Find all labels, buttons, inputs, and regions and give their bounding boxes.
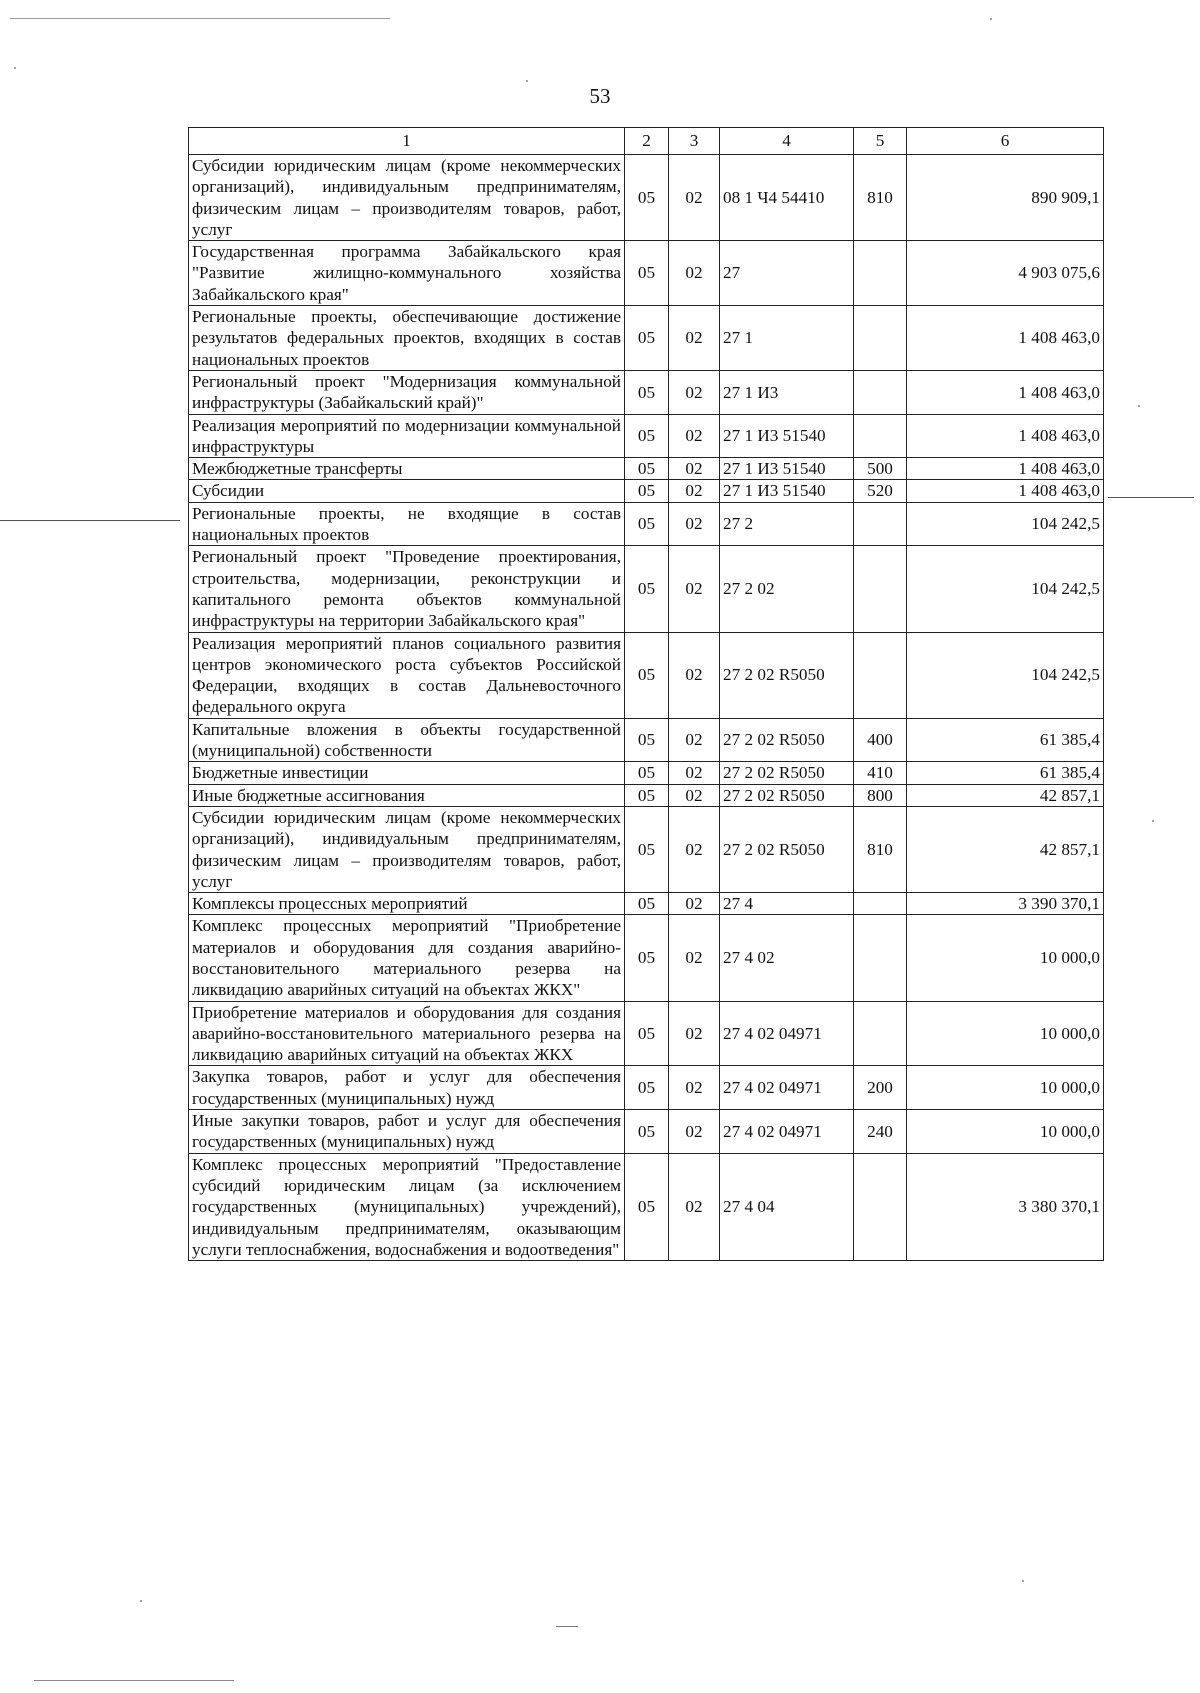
row-expense-type-cell [854, 915, 907, 1001]
scan-line-bottom [34, 1680, 234, 1681]
header-col-3: 3 [669, 128, 720, 155]
row-subsection-cell: 02 [669, 1110, 720, 1154]
row-amount-cell: 42 857,1 [907, 784, 1104, 806]
row-amount-cell: 1 408 463,0 [907, 306, 1104, 371]
row-name-cell: Капитальные вложения в объекты государственной (муниципальной) собственности [189, 718, 625, 762]
row-expense-type-cell [854, 546, 907, 632]
row-target-code-cell: 27 1 И3 51540 [720, 458, 854, 480]
row-name-cell: Реализация мероприятий по модернизации коммунальной инфраструктуры [189, 414, 625, 458]
row-target-code-cell: 27 2 02 R5050 [720, 632, 854, 718]
row-subsection-cell: 02 [669, 1001, 720, 1066]
table-row [189, 718, 1104, 762]
row-expense-type-cell [854, 241, 907, 306]
row-section-cell: 05 [625, 1110, 669, 1154]
header-col-4: 4 [720, 128, 854, 155]
table-row [189, 784, 1104, 806]
scan-speck [526, 80, 528, 82]
row-name-cell: Субсидии юридическим лицам (кроме некоммерческих организаций), индивидуальным предпринимателям, физическим лицам – производителям товаров, работ, услуг [189, 155, 625, 241]
row-target-code-cell: 27 2 [720, 502, 854, 546]
table-header-row [189, 128, 1104, 155]
row-subsection-cell: 02 [669, 893, 720, 915]
table-row [189, 480, 1104, 502]
row-amount-cell: 890 909,1 [907, 155, 1104, 241]
row-expense-type-cell [854, 306, 907, 371]
row-section-cell: 05 [625, 806, 669, 892]
header-col-1: 1 [189, 128, 625, 155]
row-target-code-cell: 27 4 [720, 893, 854, 915]
table-row [189, 632, 1104, 718]
row-section-cell: 05 [625, 155, 669, 241]
row-target-code-cell: 27 2 02 R5050 [720, 718, 854, 762]
row-expense-type-cell: 520 [854, 480, 907, 502]
table-row [189, 502, 1104, 546]
row-subsection-cell: 02 [669, 546, 720, 632]
row-amount-cell: 10 000,0 [907, 1001, 1104, 1066]
table-row [189, 893, 1104, 915]
row-section-cell: 05 [625, 546, 669, 632]
row-expense-type-cell [854, 502, 907, 546]
row-amount-cell: 3 380 370,1 [907, 1153, 1104, 1260]
table-row [189, 1066, 1104, 1110]
row-expense-type-cell: 240 [854, 1110, 907, 1154]
row-name-cell: Комплексы процессных мероприятий [189, 893, 625, 915]
scan-line-left-margin [0, 520, 180, 521]
row-target-code-cell: 27 4 04 [720, 1153, 854, 1260]
row-subsection-cell: 02 [669, 306, 720, 371]
row-section-cell: 05 [625, 762, 669, 784]
row-name-cell: Закупка товаров, работ и услуг для обеспечения государственных (муниципальных) нужд [189, 1066, 625, 1110]
row-section-cell: 05 [625, 306, 669, 371]
row-amount-cell: 61 385,4 [907, 762, 1104, 784]
row-subsection-cell: 02 [669, 1066, 720, 1110]
row-expense-type-cell [854, 370, 907, 414]
row-target-code-cell: 27 1 [720, 306, 854, 371]
row-section-cell: 05 [625, 1153, 669, 1260]
table-row [189, 546, 1104, 632]
row-subsection-cell: 02 [669, 632, 720, 718]
row-amount-cell: 61 385,4 [907, 718, 1104, 762]
row-section-cell: 05 [625, 502, 669, 546]
scan-speck [990, 18, 992, 20]
row-name-cell: Государственная программа Забайкальского края "Развитие жилищно-коммунального хозяйства Забайкальского края" [189, 241, 625, 306]
row-subsection-cell: 02 [669, 806, 720, 892]
row-name-cell: Региональный проект "Проведение проектирования, строительства, модернизации, реконструкции и капитального ремонта объектов коммунальной инфраструктуры на территории Забайкальского края" [189, 546, 625, 632]
scan-speck [1152, 820, 1154, 822]
row-name-cell: Субсидии [189, 480, 625, 502]
row-name-cell: Иные закупки товаров, работ и услуг для обеспечения государственных (муниципальных) нужд [189, 1110, 625, 1154]
row-target-code-cell: 27 [720, 241, 854, 306]
row-amount-cell: 10 000,0 [907, 1110, 1104, 1154]
scan-speck [1022, 1580, 1024, 1582]
scan-line-right-margin [1108, 497, 1194, 498]
row-name-cell: Межбюджетные трансферты [189, 458, 625, 480]
row-subsection-cell: 02 [669, 370, 720, 414]
scan-line-bottom-center [556, 1626, 578, 1627]
row-subsection-cell: 02 [669, 502, 720, 546]
row-amount-cell: 1 408 463,0 [907, 414, 1104, 458]
page-number: 53 [589, 84, 611, 108]
row-expense-type-cell [854, 893, 907, 915]
row-amount-cell: 1 408 463,0 [907, 458, 1104, 480]
table-row [189, 241, 1104, 306]
row-section-cell: 05 [625, 893, 669, 915]
table-row [189, 1001, 1104, 1066]
row-target-code-cell: 27 4 02 04971 [720, 1001, 854, 1066]
row-section-cell: 05 [625, 370, 669, 414]
row-target-code-cell: 27 1 И3 51540 [720, 414, 854, 458]
table-row [189, 414, 1104, 458]
header-col-2: 2 [625, 128, 669, 155]
row-subsection-cell: 02 [669, 155, 720, 241]
row-target-code-cell: 27 4 02 04971 [720, 1110, 854, 1154]
row-section-cell: 05 [625, 784, 669, 806]
row-section-cell: 05 [625, 632, 669, 718]
row-subsection-cell: 02 [669, 480, 720, 502]
row-amount-cell: 1 408 463,0 [907, 370, 1104, 414]
row-expense-type-cell [854, 414, 907, 458]
row-expense-type-cell: 810 [854, 155, 907, 241]
row-target-code-cell: 27 2 02 R5050 [720, 806, 854, 892]
table-row [189, 762, 1104, 784]
row-subsection-cell: 02 [669, 784, 720, 806]
row-subsection-cell: 02 [669, 414, 720, 458]
row-expense-type-cell: 200 [854, 1066, 907, 1110]
row-section-cell: 05 [625, 1066, 669, 1110]
table-body [189, 155, 1104, 1261]
row-section-cell: 05 [625, 1001, 669, 1066]
row-name-cell: Иные бюджетные ассигнования [189, 784, 625, 806]
table-row [189, 155, 1104, 241]
row-name-cell: Субсидии юридическим лицам (кроме некоммерческих организаций), индивидуальным предпринимателям, физическим лицам – производителям товаров, работ, услуг [189, 806, 625, 892]
row-name-cell: Региональные проекты, обеспечивающие достижение результатов федеральных проектов, входящих в состав национальных проектов [189, 306, 625, 371]
row-subsection-cell: 02 [669, 718, 720, 762]
row-amount-cell: 1 408 463,0 [907, 480, 1104, 502]
header-col-5: 5 [854, 128, 907, 155]
row-amount-cell: 42 857,1 [907, 806, 1104, 892]
row-amount-cell: 10 000,0 [907, 915, 1104, 1001]
row-subsection-cell: 02 [669, 762, 720, 784]
row-amount-cell: 104 242,5 [907, 502, 1104, 546]
table-row [189, 458, 1104, 480]
row-expense-type-cell: 800 [854, 784, 907, 806]
row-section-cell: 05 [625, 241, 669, 306]
row-section-cell: 05 [625, 915, 669, 1001]
row-amount-cell: 104 242,5 [907, 546, 1104, 632]
row-expense-type-cell [854, 632, 907, 718]
scan-line-top-left [10, 18, 390, 19]
row-target-code-cell: 27 2 02 [720, 546, 854, 632]
row-target-code-cell: 27 2 02 R5050 [720, 784, 854, 806]
row-target-code-cell: 27 4 02 04971 [720, 1066, 854, 1110]
table-row [189, 1110, 1104, 1154]
row-subsection-cell: 02 [669, 241, 720, 306]
row-subsection-cell: 02 [669, 915, 720, 1001]
row-expense-type-cell: 500 [854, 458, 907, 480]
table-row [189, 370, 1104, 414]
row-name-cell: Региональные проекты, не входящие в состав национальных проектов [189, 502, 625, 546]
row-section-cell: 05 [625, 718, 669, 762]
row-expense-type-cell [854, 1001, 907, 1066]
row-section-cell: 05 [625, 414, 669, 458]
row-name-cell: Приобретение материалов и оборудования для создания аварийно-восстановительного материального резерва на ликвидацию аварийных ситуаций на объектах ЖКХ [189, 1001, 625, 1066]
row-target-code-cell: 27 2 02 R5050 [720, 762, 854, 784]
row-amount-cell: 104 242,5 [907, 632, 1104, 718]
row-target-code-cell: 27 1 И3 [720, 370, 854, 414]
table-row [189, 915, 1104, 1001]
table-row [189, 1153, 1104, 1260]
scan-speck [140, 1600, 142, 1602]
row-subsection-cell: 02 [669, 458, 720, 480]
scan-speck [14, 67, 16, 69]
row-section-cell: 05 [625, 480, 669, 502]
row-expense-type-cell [854, 1153, 907, 1260]
row-expense-type-cell: 400 [854, 718, 907, 762]
row-expense-type-cell: 410 [854, 762, 907, 784]
row-section-cell: 05 [625, 458, 669, 480]
table-row [189, 806, 1104, 892]
row-name-cell: Региональный проект "Модернизация коммунальной инфраструктуры (Забайкальский край)" [189, 370, 625, 414]
header-col-6: 6 [907, 128, 1104, 155]
row-expense-type-cell: 810 [854, 806, 907, 892]
row-name-cell: Реализация мероприятий планов социального развития центров экономического роста субъектов Российской Федерации, входящих в состав Дальневосточного федерального округа [189, 632, 625, 718]
row-target-code-cell: 08 1 Ч4 54410 [720, 155, 854, 241]
row-target-code-cell: 27 1 И3 51540 [720, 480, 854, 502]
row-amount-cell: 10 000,0 [907, 1066, 1104, 1110]
row-amount-cell: 3 390 370,1 [907, 893, 1104, 915]
row-name-cell: Комплекс процессных мероприятий "Приобретение материалов и оборудования для создания аварийно-восстановительного материального резерва на ликвидацию аварийных ситуаций на объектах ЖКХ" [189, 915, 625, 1001]
scan-speck [1138, 405, 1140, 407]
row-name-cell: Бюджетные инвестиции [189, 762, 625, 784]
row-name-cell: Комплекс процессных мероприятий "Предоставление субсидий юридическим лицам (за исключением государственных (муниципальных) учреждений), индивидуальным предпринимателям, оказывающим услуги теплоснабжения, водоснабжения и водоотведения" [189, 1153, 625, 1260]
budget-table [188, 127, 1104, 1261]
row-subsection-cell: 02 [669, 1153, 720, 1260]
row-target-code-cell: 27 4 02 [720, 915, 854, 1001]
row-amount-cell: 4 903 075,6 [907, 241, 1104, 306]
table-row [189, 306, 1104, 371]
